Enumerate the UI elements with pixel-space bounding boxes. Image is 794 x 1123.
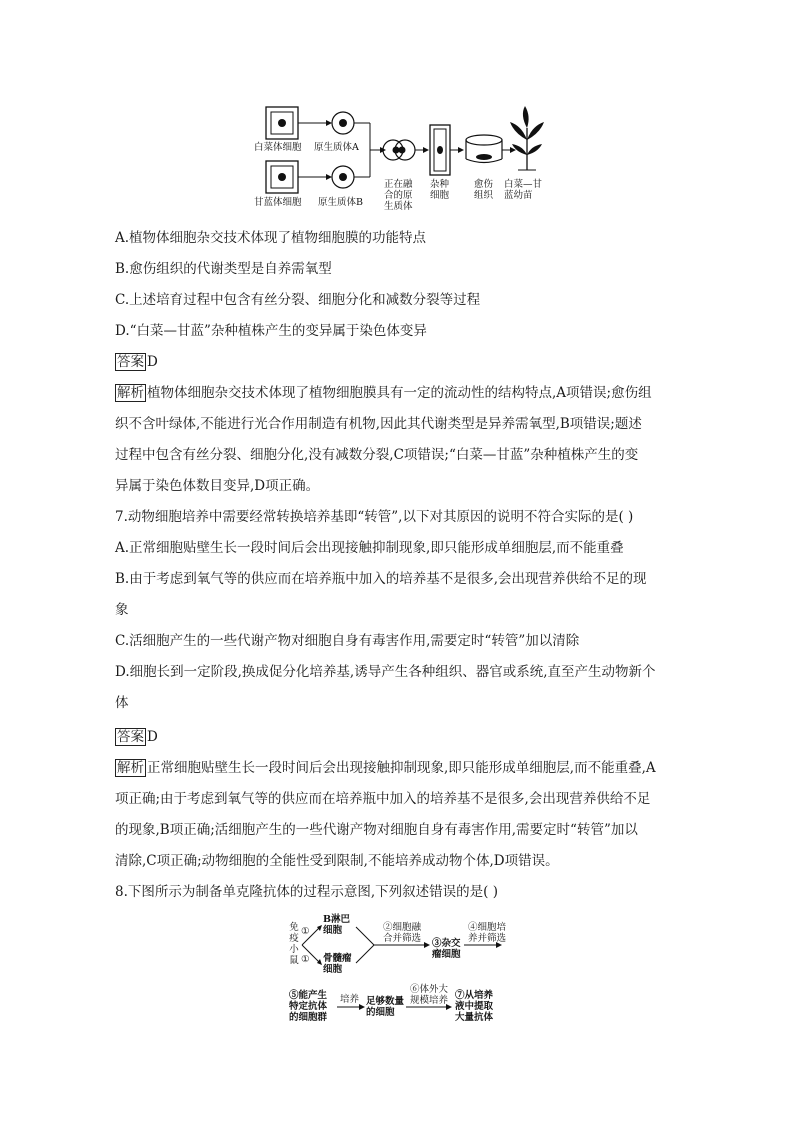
label-step1-upper: ① bbox=[301, 926, 310, 937]
q7-option-a: A.正常细胞贴壁生长一段时间后会出现接触抑制现象,即只能形成单细胞层,而不能重叠 bbox=[115, 540, 624, 556]
answer-value: D bbox=[147, 354, 158, 370]
q7-analysis-line-4: 清除,C项正确;动物细胞的全能性受到限制,不能培养成动物个体,D项错误。 bbox=[115, 853, 559, 869]
q7-analysis-line-1: 解析 正常细胞贴壁生长一段时间后会出现接触抑制现象,即只能形成单细胞层,而不能重叠,A bbox=[117, 760, 656, 776]
q6-analysis-line-4: 异属于染色体数目变异,D项正确。 bbox=[115, 478, 320, 494]
label-immune-mouse: 免 疫 小 鼠 bbox=[289, 922, 299, 966]
answer-tag: 答案 bbox=[117, 729, 144, 745]
label-hybrid-cell: 杂种 细胞 bbox=[430, 179, 450, 201]
label-hybridoma: ③杂交 瘤细胞 bbox=[432, 938, 461, 960]
label-seedling: 白菜—甘 蓝幼苗 bbox=[504, 179, 543, 201]
q6-option-a: A.植物体细胞杂交技术体现了植物细胞膜的功能特点 bbox=[115, 230, 427, 246]
label-callus: 愈伤 组织 bbox=[474, 179, 494, 201]
q7-analysis-line-3: 的现象,B项正确;活细胞产生的一些代谢产物对细胞自身有毒害作用,需要定时“转管”加以 bbox=[115, 822, 638, 838]
label-enough-cells: 足够数量 的细胞 bbox=[366, 996, 405, 1018]
label-step1-lower: ① bbox=[301, 954, 310, 965]
q6-analysis-line-2: 织不含叶绿体,不能进行光合作用制造有机物,因此其代谢类型是异养需氧型,B项错误;题述 bbox=[115, 416, 642, 432]
answer-tag: 答案 bbox=[117, 354, 144, 370]
label-antibody-cell-group: ⑤能产生 特定抗体 的细胞群 bbox=[289, 990, 328, 1023]
answer-value: D bbox=[147, 729, 158, 745]
q7-option-b-cont: 象 bbox=[115, 602, 129, 618]
q7-option-c: C.活细胞产生的一些代谢产物对细胞自身有毒害作用,需要定时“转管”加以清除 bbox=[115, 633, 580, 649]
label-protoplast-b: 原生质体B bbox=[318, 197, 363, 208]
label-culture: 培养 bbox=[340, 994, 360, 1005]
label-b-lymphocyte: B淋巴 细胞 bbox=[323, 914, 351, 936]
q6-option-d: D.“白菜—甘蓝”杂种植株产生的变异属于染色体变异 bbox=[115, 323, 427, 339]
label-fusing-protoplast: 正在融 合的原 生质体 bbox=[384, 179, 413, 212]
label-large-scale-culture: ⑥体外大 规模培养 bbox=[410, 984, 449, 1006]
label-ganlan-cell: 甘蓝体细胞 bbox=[254, 197, 302, 208]
q7-analysis-line-2: 项正确;由于考虑到氧气等的供应而在培养瓶中加入的培养基不是很多,会出现营养供给不足 bbox=[115, 791, 651, 807]
q7-option-b: B.由于考虑到氧气等的供应而在培养瓶中加入的培养基不是很多,会出现营养供给不足的现 bbox=[115, 571, 647, 587]
analysis-tag: 解析 bbox=[117, 760, 144, 776]
label-protoplast-a: 原生质体A bbox=[314, 142, 359, 153]
q6-option-b: B.愈伤组织的代谢类型是自养需氧型 bbox=[115, 261, 332, 277]
label-culture-select: ④细胞培 养并筛选 bbox=[468, 922, 507, 944]
analysis-tag: 解析 bbox=[117, 385, 144, 401]
q6-analysis-line-3: 过程中包含有丝分裂、细胞分化,没有减数分裂,C项错误;“白菜—甘蓝”杂种植株产生的变 bbox=[115, 447, 639, 463]
q7-option-d: D.细胞长到一定阶段,换成促分化培养基,诱导产生各种组织、器官或系统,直至产生动物新个 bbox=[115, 664, 656, 680]
q7-option-d-cont: 体 bbox=[115, 695, 129, 711]
label-myeloma-cell: 骨髓瘤 细胞 bbox=[323, 953, 352, 975]
q8-stem: 8.下图所示为制备单克隆抗体的过程示意图,下列叙述错误的是( ) bbox=[115, 884, 498, 900]
label-extract-antibody: ⑦从培养 液中提取 大量抗体 bbox=[455, 990, 494, 1023]
label-fusion-select: ②细胞融 合并筛选 bbox=[383, 922, 422, 944]
q6-option-c: C.上述培育过程中包含有丝分裂、细胞分化和减数分裂等过程 bbox=[115, 292, 481, 308]
q6-analysis-line-1: 解析 植物体细胞杂交技术体现了植物细胞膜具有一定的流动性的结构特点,A项错误;愈伤组 bbox=[117, 385, 652, 401]
q7-stem: 7.动物细胞培养中需要经常转换培养基即“转管”,以下对其原因的说明不符合实际的是( ) bbox=[115, 509, 634, 525]
label-baicai-cell: 白菜体细胞 bbox=[254, 142, 302, 153]
